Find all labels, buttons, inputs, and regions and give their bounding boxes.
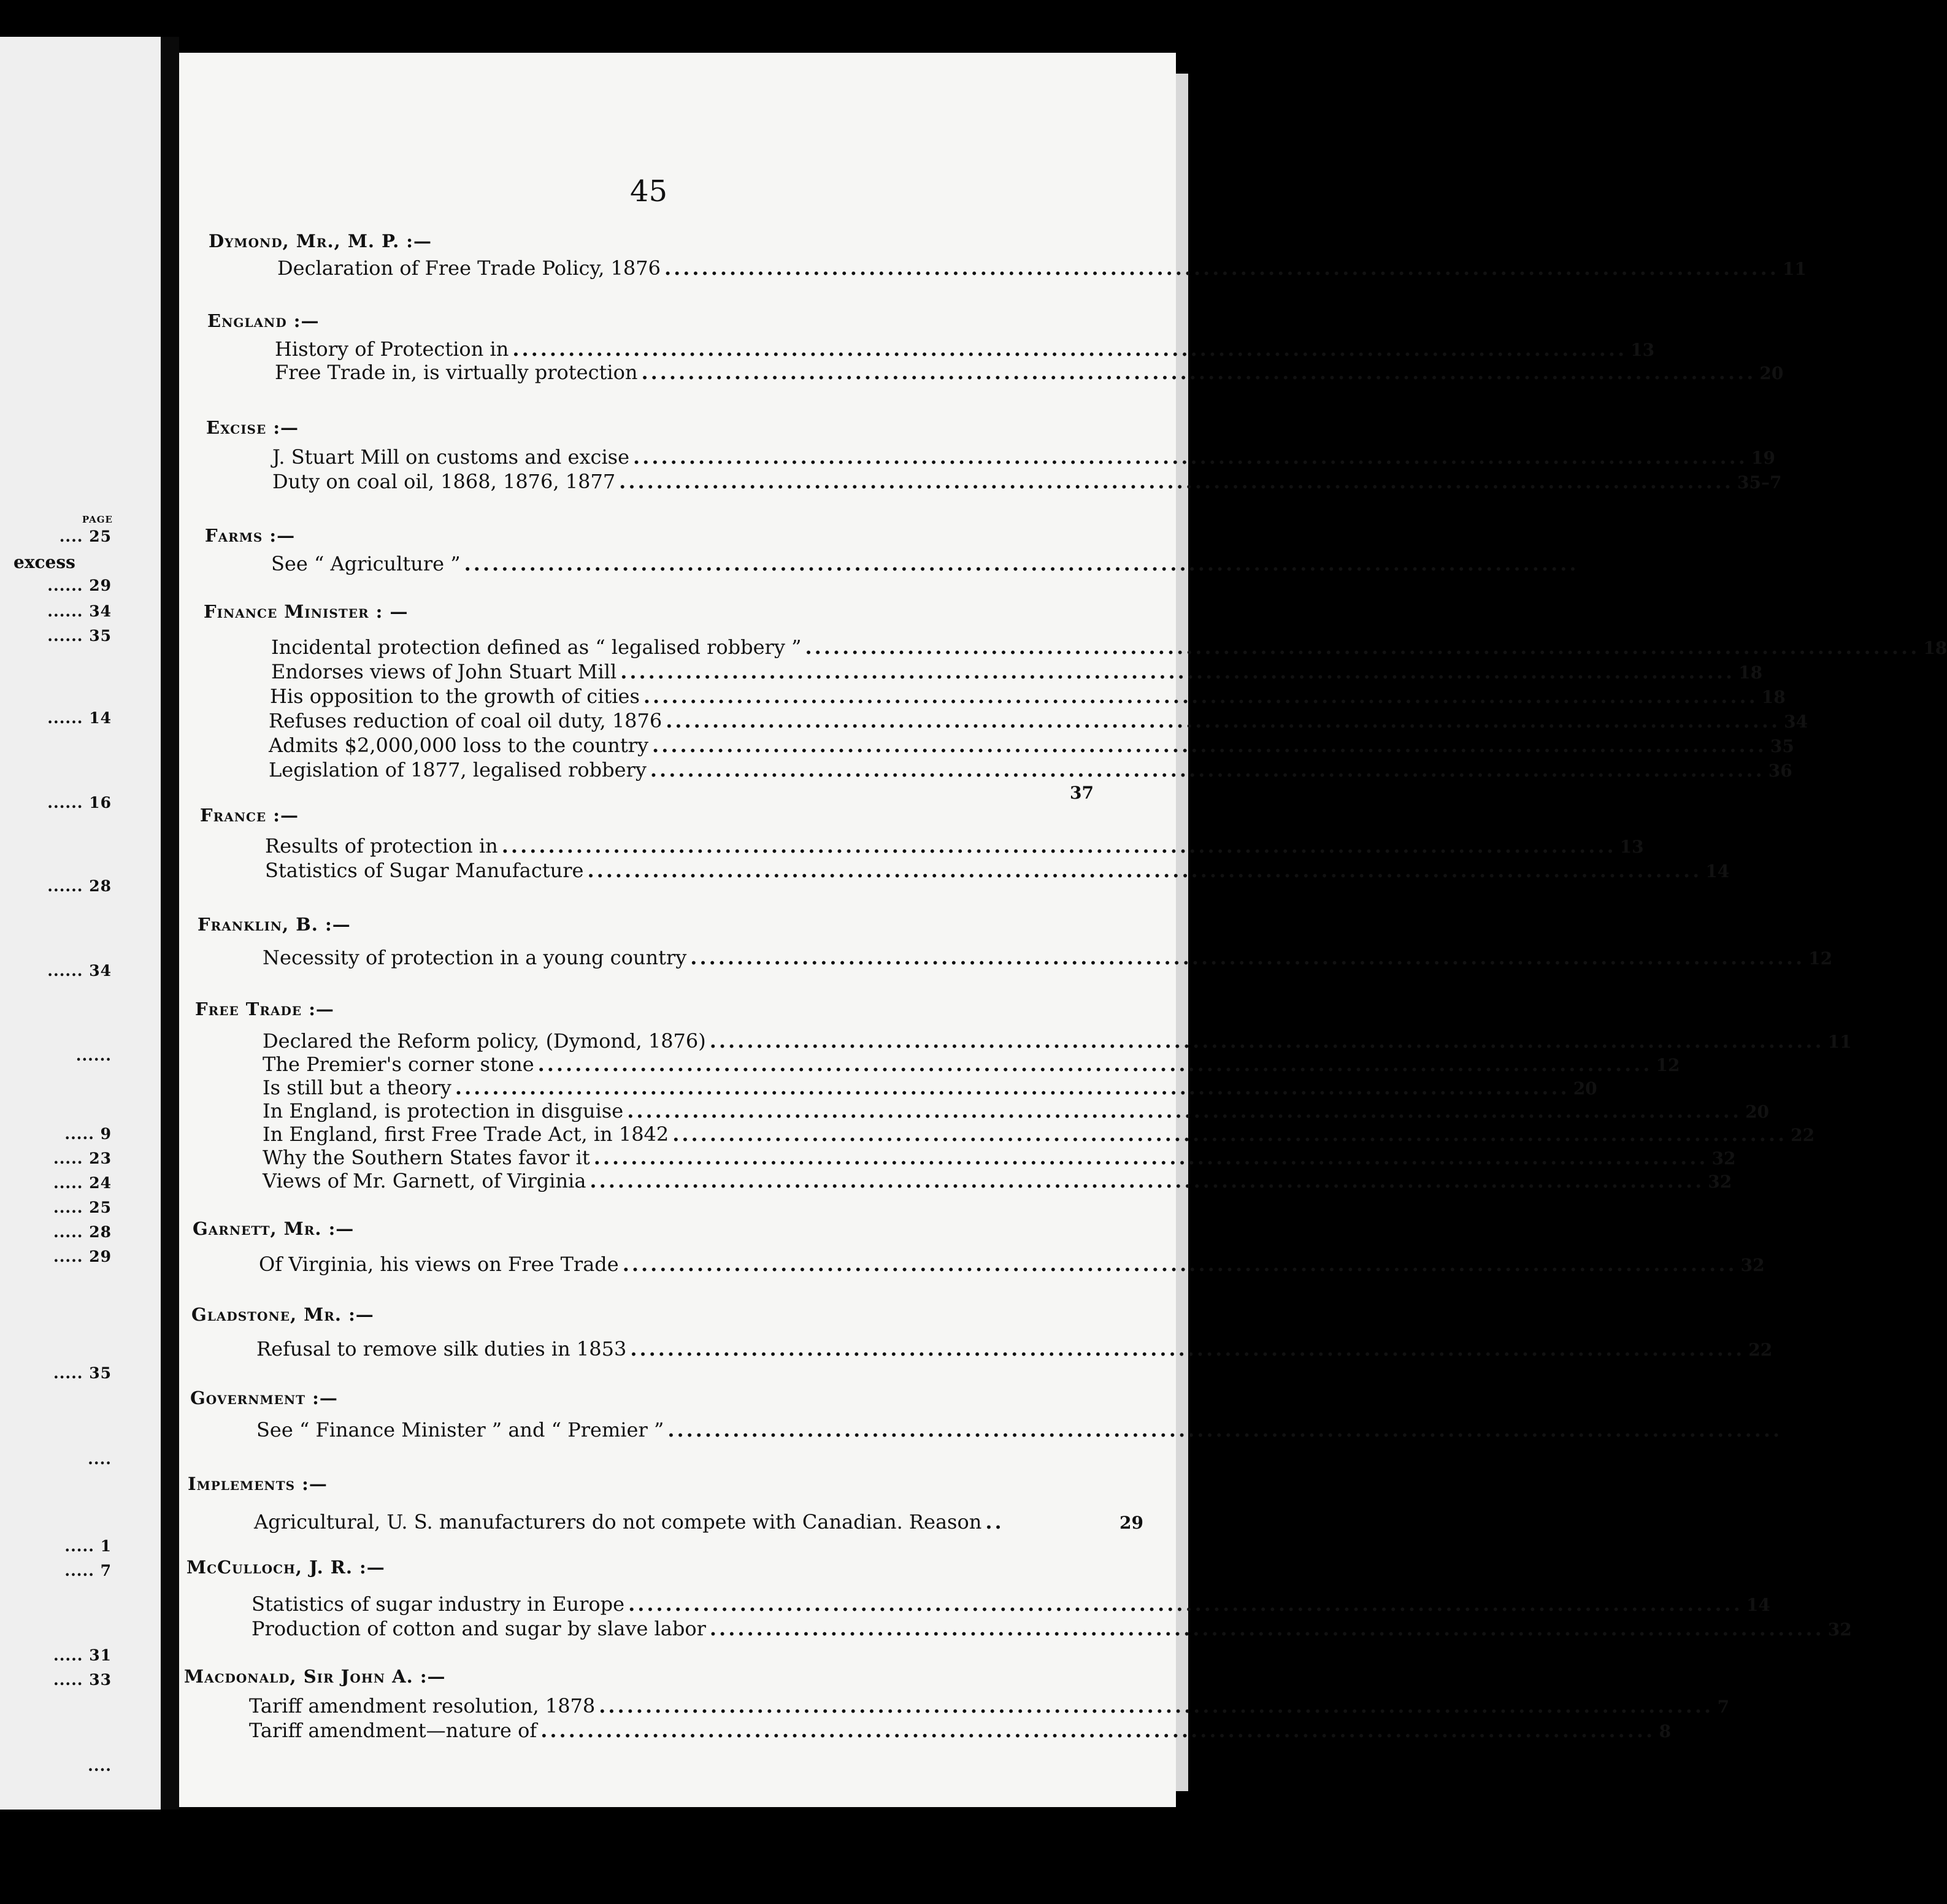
index-entry: Statistics of Sugar Manufacture ........................................................................................................................ 14 bbox=[265, 859, 1730, 882]
index-entry: Tariff amendment—nature of ........................................................................................................................ 8 bbox=[249, 1719, 1672, 1742]
index-entry: Endorses views of John Stuart Mill ........................................................................................................................ 18 bbox=[271, 660, 1763, 683]
index-entry: Necessity of protection in a young country ........................................................................................................................ 12 bbox=[263, 946, 1833, 969]
left-page-row: ...... 34 bbox=[47, 962, 112, 980]
index-entry: See “ Finance Minister ” and “ Premier ” ........................................................................................................................ bbox=[256, 1418, 1783, 1441]
index-page-ref: 37 bbox=[1070, 783, 1094, 803]
index-heading: McCulloch, J. R. :— bbox=[186, 1557, 385, 1578]
index-entry: J. Stuart Mill on customs and excise ........................................................................................................................ 19 bbox=[272, 445, 1775, 469]
index-heading: Government :— bbox=[190, 1388, 338, 1408]
left-page-row: ..... 29 bbox=[53, 1248, 112, 1265]
left-page-header: PAGE bbox=[82, 514, 113, 525]
index-entry: Production of cotton and sugar by slave labor ........................................................................................................................ 32 bbox=[252, 1617, 1852, 1640]
index-heading: Gladstone, Mr. :— bbox=[191, 1304, 374, 1325]
left-page-row: ..... 28 bbox=[53, 1223, 112, 1241]
left-page-row: ...... 16 bbox=[47, 794, 112, 812]
left-page-row: ..... 7 bbox=[64, 1562, 112, 1580]
index-entry: His opposition to the growth of cities ........................................................................................................................ 18 bbox=[270, 685, 1786, 708]
index-entry: Why the Southern States favor it ........................................................................................................................ 32 bbox=[263, 1146, 1736, 1169]
index-heading: Excise :— bbox=[206, 417, 299, 438]
index-entry: Incidental protection defined as “ legalised robbery ” ........................................................................................................................ 18 bbox=[271, 635, 1947, 659]
index-entry: Admits $2,000,000 loss to the country ........................................................................................................................ 35 bbox=[269, 734, 1794, 757]
index-entry: Of Virginia, his views on Free Trade ........................................................................................................................ 32 bbox=[259, 1253, 1765, 1276]
index-entry: Is still but a theory ........................................................................................................................ 20 bbox=[263, 1076, 1597, 1099]
left-page-fragment bbox=[0, 37, 161, 1810]
page-number: 45 bbox=[630, 174, 668, 209]
left-page-row: ...... 35 bbox=[47, 627, 112, 645]
left-page-row: ..... 23 bbox=[53, 1150, 112, 1167]
index-heading: England :— bbox=[207, 310, 320, 331]
left-page-row: .... bbox=[88, 1757, 112, 1775]
index-page bbox=[179, 53, 1947, 1807]
index-entry: Legislation of 1877, legalised robbery ........................................................................................................................ 36 bbox=[269, 758, 1792, 781]
index-entry: See “ Agriculture ” ........................................................................................................................ bbox=[271, 552, 1579, 575]
index-entry: Results of protection in ........................................................................................................................ 13 bbox=[265, 834, 1644, 858]
index-entry: Declaration of Free Trade Policy, 1876 ........................................................................................................................ 11 bbox=[277, 256, 1807, 280]
left-page-row: ..... 1 bbox=[64, 1537, 112, 1555]
index-entry: Refuses reduction of coal oil duty, 1876 ........................................................................................................................ 34 bbox=[269, 709, 1808, 732]
left-page-row: .... 25 bbox=[59, 528, 112, 545]
index-heading: Franklin, B. :— bbox=[198, 914, 351, 935]
index-entry: Duty on coal oil, 1868, 1876, 1877 ........................................................................................................................ 35–7 bbox=[272, 470, 1782, 493]
left-page-row: ...... 14 bbox=[47, 709, 112, 727]
index-entry: In England, first Free Trade Act, in 1842 ........................................................................................................................ 22 bbox=[263, 1123, 1815, 1146]
index-heading: Garnett, Mr. :— bbox=[193, 1218, 355, 1239]
index-entry: Agricultural, U. S. manufacturers do not compete with Canadian. Reason .. 29 bbox=[254, 1510, 1143, 1534]
index-heading: Dymond, Mr., M. P. :— bbox=[209, 231, 432, 251]
index-heading: Free Trade :— bbox=[195, 999, 334, 1019]
index-heading: Implements :— bbox=[188, 1473, 328, 1494]
index-entry: Statistics of sugar industry in Europe ........................................................................................................................ 14 bbox=[252, 1592, 1770, 1616]
index-heading: France :— bbox=[200, 805, 299, 826]
index-entry: Refusal to remove silk duties in 1853 ........................................................................................................................ 22 bbox=[256, 1337, 1773, 1361]
index-entry: Views of Mr. Garnett, of Virginia ........................................................................................................................ 32 bbox=[263, 1169, 1732, 1192]
index-heading: Farms :— bbox=[205, 525, 296, 546]
left-page-row: ..... 24 bbox=[53, 1174, 112, 1192]
book-gutter bbox=[161, 37, 179, 1810]
left-page-row: ...... bbox=[75, 1046, 112, 1064]
left-page-row: ...... 28 bbox=[47, 877, 112, 895]
left-page-row: ..... 33 bbox=[53, 1671, 112, 1689]
left-page-row: ..... 31 bbox=[53, 1646, 112, 1664]
left-page-row: .... bbox=[88, 1450, 112, 1468]
left-page-row: ..... 25 bbox=[53, 1199, 112, 1216]
left-page-row: ..... 9 bbox=[64, 1125, 112, 1143]
index-heading: Finance Minister : — bbox=[204, 601, 409, 622]
left-page-word: excess bbox=[13, 552, 75, 572]
left-page-row: ..... 35 bbox=[53, 1364, 112, 1382]
index-entry: History of Protection in ........................................................................................................................ 13 bbox=[275, 337, 1655, 361]
left-page-row: ...... 34 bbox=[47, 602, 112, 620]
page-edge bbox=[1176, 74, 1188, 1791]
index-entry: Declared the Reform policy, (Dymond, 1876) ........................................................................................................................ 11 bbox=[263, 1029, 1852, 1053]
index-entry: Tariff amendment resolution, 1878 ........................................................................................................................ 7 bbox=[249, 1694, 1730, 1718]
index-heading: Macdonald, Sir John A. :— bbox=[184, 1666, 446, 1687]
index-entry: Free Trade in, is virtually protection ........................................................................................................................ 20 bbox=[275, 361, 1784, 384]
index-entry: In England, is protection in disguise ........................................................................................................................ 20 bbox=[263, 1099, 1770, 1123]
left-page-row: ...... 29 bbox=[47, 577, 112, 594]
index-entry: The Premier's corner stone ........................................................................................................................ 12 bbox=[263, 1053, 1680, 1076]
